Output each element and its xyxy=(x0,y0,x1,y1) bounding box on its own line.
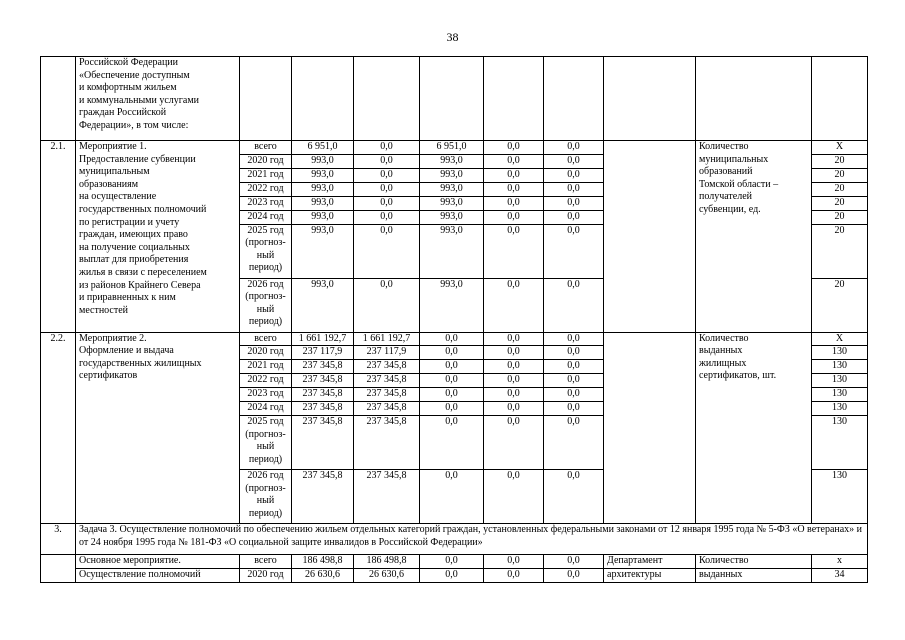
cell-period: 2022 год xyxy=(240,182,292,196)
cell-period: 2020 год xyxy=(240,154,292,168)
cell-federal: 0,0 xyxy=(354,168,420,182)
cell-indicator-value: 20 xyxy=(812,278,868,332)
cell-executor xyxy=(604,141,696,333)
cell-extrabudget: 0,0 xyxy=(544,470,604,524)
cell-regional: 993,0 xyxy=(420,196,484,210)
cell-federal: 0,0 xyxy=(354,278,420,332)
cell-period: 2025 год (прогноз- ный период) xyxy=(240,224,292,278)
cell-indicator-value: Х xyxy=(812,332,868,346)
cell-federal: 237 345,8 xyxy=(354,470,420,524)
cell-period: всего xyxy=(240,555,292,569)
cell-regional: 6 951,0 xyxy=(420,141,484,155)
cell-regional: 993,0 xyxy=(420,278,484,332)
cell-federal: 237 117,9 xyxy=(354,346,420,360)
cell-indicator-value: 20 xyxy=(812,168,868,182)
cell-regional: 993,0 xyxy=(420,182,484,196)
cell-indicator-value: 20 xyxy=(812,182,868,196)
cell-empty xyxy=(240,57,292,141)
cell-local: 0,0 xyxy=(484,278,544,332)
cell-total: 237 345,8 xyxy=(292,360,354,374)
task-text: Задача 3. Осуществление полномочий по обеспечению жильем отдельных категорий граждан, установленных федеральными законами от 12 января 1995 года № 5-ФЗ «О ветеранах» и от 24 ноября 1995 года № 181-ФЗ «О социальной защите инвалидов в Российской Федерации» xyxy=(76,524,868,555)
page-number: 38 xyxy=(446,30,459,44)
cell-total: 993,0 xyxy=(292,196,354,210)
cell-total: 237 345,8 xyxy=(292,470,354,524)
cell-federal: 0,0 xyxy=(354,196,420,210)
cell-local: 0,0 xyxy=(484,388,544,402)
cell-extrabudget: 0,0 xyxy=(544,224,604,278)
cell-total: 237 345,8 xyxy=(292,374,354,388)
cell-indicator-value: 130 xyxy=(812,374,868,388)
cell-federal: 0,0 xyxy=(354,210,420,224)
cell-total: 993,0 xyxy=(292,210,354,224)
cell-total: 1 661 192,7 xyxy=(292,332,354,346)
cell-empty xyxy=(484,57,544,141)
cell-total: 186 498,8 xyxy=(292,555,354,569)
cell-indicator: Количество xyxy=(696,555,812,569)
cell-total: 993,0 xyxy=(292,154,354,168)
cell-extrabudget: 0,0 xyxy=(544,332,604,346)
cell-extrabudget: 0,0 xyxy=(544,154,604,168)
cell-total: 237 117,9 xyxy=(292,346,354,360)
cell-extrabudget: 0,0 xyxy=(544,374,604,388)
cell-num: 3. xyxy=(41,524,76,555)
cell-federal: 237 345,8 xyxy=(354,402,420,416)
cell-empty xyxy=(354,57,420,141)
cell-empty xyxy=(696,57,812,141)
cell-extrabudget: 0,0 xyxy=(544,402,604,416)
cell-period: 2024 год xyxy=(240,210,292,224)
cell-total: 993,0 xyxy=(292,224,354,278)
cell-empty xyxy=(604,57,696,141)
cell-federal: 237 345,8 xyxy=(354,360,420,374)
cell-regional: 0,0 xyxy=(420,569,484,583)
cell-local: 0,0 xyxy=(484,332,544,346)
cell-local: 0,0 xyxy=(484,182,544,196)
cell-indicator: Количество муниципальных образований Томской области – получателей субвенции, ед. xyxy=(696,141,812,333)
cell-local: 0,0 xyxy=(484,196,544,210)
cell-federal: 237 345,8 xyxy=(354,416,420,470)
cell-period: 2021 год xyxy=(240,168,292,182)
cell-indicator-value: 20 xyxy=(812,224,868,278)
cell-extrabudget: 0,0 xyxy=(544,141,604,155)
cell-federal: 1 661 192,7 xyxy=(354,332,420,346)
cell-indicator: выданных xyxy=(696,569,812,583)
cell-extrabudget: 0,0 xyxy=(544,182,604,196)
cell-indicator-value: Х xyxy=(812,141,868,155)
cell-indicator-value: 20 xyxy=(812,196,868,210)
cell-total: 26 630,6 xyxy=(292,569,354,583)
cell-empty xyxy=(292,57,354,141)
cell-indicator-value: 130 xyxy=(812,360,868,374)
cell-local: 0,0 xyxy=(484,346,544,360)
cell-num xyxy=(41,555,76,583)
cell-extrabudget: 0,0 xyxy=(544,346,604,360)
cell-local: 0,0 xyxy=(484,374,544,388)
cell-indicator: Количество выданных жилищных сертификатов, шт. xyxy=(696,332,812,524)
cell-extrabudget: 0,0 xyxy=(544,278,604,332)
cell-regional: 0,0 xyxy=(420,346,484,360)
cell-executor: Департамент xyxy=(604,555,696,569)
cell-num xyxy=(41,57,76,141)
cell-indicator-value: х xyxy=(812,555,868,569)
cell-total: 993,0 xyxy=(292,182,354,196)
cell-regional: 0,0 xyxy=(420,470,484,524)
cell-regional: 993,0 xyxy=(420,210,484,224)
cell-extrabudget: 0,0 xyxy=(544,210,604,224)
cell-total: 993,0 xyxy=(292,168,354,182)
table-row xyxy=(41,569,868,583)
cell-period: 2022 год xyxy=(240,374,292,388)
cell-total: 6 951,0 xyxy=(292,141,354,155)
cell-extrabudget: 0,0 xyxy=(544,360,604,374)
cell-period: всего xyxy=(240,332,292,346)
cell-period: 2025 год (прогноз- ный период) xyxy=(240,416,292,470)
cell-empty xyxy=(420,57,484,141)
cell-regional: 0,0 xyxy=(420,374,484,388)
cell-name: Основное мероприятие. xyxy=(76,555,240,569)
cell-period: 2020 год xyxy=(240,569,292,583)
cell-num: 2.2. xyxy=(41,332,76,524)
cell-indicator-value: 130 xyxy=(812,416,868,470)
cell-extrabudget: 0,0 xyxy=(544,569,604,583)
cell-name: Мероприятие 1. Предоставление субвенции муниципальным образованиям на осуществление государственных полномочий по регистрации и учету граждан, имеющих право на получение социальных выплат для приобретения жилья в связи с переселением из районов Крайнего Севера и приравненных к ним местностей xyxy=(76,141,240,333)
cell-period: 2020 год xyxy=(240,346,292,360)
cell-federal: 0,0 xyxy=(354,182,420,196)
cell-period: всего xyxy=(240,141,292,155)
table-row xyxy=(41,332,868,346)
cell-federal: 186 498,8 xyxy=(354,555,420,569)
table-row xyxy=(41,141,868,155)
task-row xyxy=(41,524,868,555)
cell-local: 0,0 xyxy=(484,360,544,374)
cell-federal: 0,0 xyxy=(354,224,420,278)
cell-regional: 0,0 xyxy=(420,555,484,569)
cell-empty xyxy=(812,57,868,141)
cell-regional: 0,0 xyxy=(420,388,484,402)
cell-regional: 993,0 xyxy=(420,154,484,168)
cell-local: 0,0 xyxy=(484,168,544,182)
cell-extrabudget: 0,0 xyxy=(544,388,604,402)
cell-regional: 0,0 xyxy=(420,332,484,346)
cell-extrabudget: 0,0 xyxy=(544,555,604,569)
cell-empty xyxy=(544,57,604,141)
cell-federal: 26 630,6 xyxy=(354,569,420,583)
cell-federal: 237 345,8 xyxy=(354,374,420,388)
cell-name: Мероприятие 2. Оформление и выдача государственных жилищных сертификатов xyxy=(76,332,240,524)
cell-period: 2021 год xyxy=(240,360,292,374)
cell-extrabudget: 0,0 xyxy=(544,416,604,470)
cell-period: 2026 год (прогноз- ный период) xyxy=(240,278,292,332)
cell-indicator-value: 130 xyxy=(812,388,868,402)
cell-indicator-value: 20 xyxy=(812,154,868,168)
cell-period: 2023 год xyxy=(240,388,292,402)
table-row xyxy=(41,555,868,569)
cell-indicator-value: 130 xyxy=(812,402,868,416)
program-table xyxy=(40,56,868,583)
cell-total: 237 345,8 xyxy=(292,402,354,416)
cell-local: 0,0 xyxy=(484,210,544,224)
cell-period: 2024 год xyxy=(240,402,292,416)
cell-name: Российской Федерации «Обеспечение доступным и комфортным жильем и коммунальными услугами граждан Российской Федерации», в том числе: xyxy=(76,57,240,141)
cell-local: 0,0 xyxy=(484,402,544,416)
cell-total: 237 345,8 xyxy=(292,388,354,402)
cell-name: Осуществление полномочий xyxy=(76,569,240,583)
cell-num: 2.1. xyxy=(41,141,76,333)
cell-total: 237 345,8 xyxy=(292,416,354,470)
cell-indicator-value: 34 xyxy=(812,569,868,583)
cell-extrabudget: 0,0 xyxy=(544,168,604,182)
cell-regional: 993,0 xyxy=(420,168,484,182)
cell-regional: 0,0 xyxy=(420,402,484,416)
cell-executor xyxy=(604,332,696,524)
cell-local: 0,0 xyxy=(484,154,544,168)
cell-local: 0,0 xyxy=(484,569,544,583)
cell-extrabudget: 0,0 xyxy=(544,196,604,210)
cell-local: 0,0 xyxy=(484,141,544,155)
cell-local: 0,0 xyxy=(484,416,544,470)
cell-total: 993,0 xyxy=(292,278,354,332)
cell-period: 2023 год xyxy=(240,196,292,210)
cell-federal: 0,0 xyxy=(354,154,420,168)
cell-regional: 0,0 xyxy=(420,416,484,470)
cell-local: 0,0 xyxy=(484,470,544,524)
cell-regional: 993,0 xyxy=(420,224,484,278)
cell-indicator-value: 130 xyxy=(812,470,868,524)
cell-federal: 0,0 xyxy=(354,141,420,155)
cell-local: 0,0 xyxy=(484,224,544,278)
cell-regional: 0,0 xyxy=(420,360,484,374)
cell-executor: архитектуры xyxy=(604,569,696,583)
continuation-row xyxy=(41,57,868,141)
cell-federal: 237 345,8 xyxy=(354,388,420,402)
cell-local: 0,0 xyxy=(484,555,544,569)
cell-indicator-value: 130 xyxy=(812,346,868,360)
cell-indicator-value: 20 xyxy=(812,210,868,224)
cell-period: 2026 год (прогноз- ный период) xyxy=(240,470,292,524)
